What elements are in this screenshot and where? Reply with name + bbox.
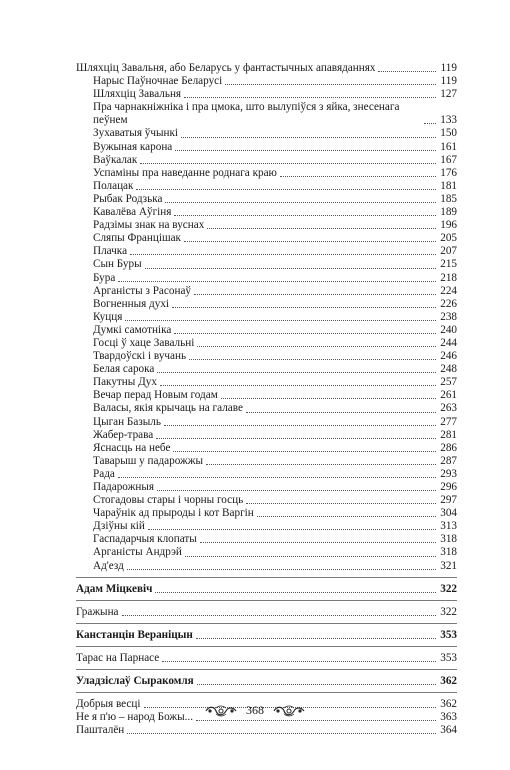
entry-title: Куцця	[93, 310, 123, 323]
entry-page-number: 296	[440, 481, 457, 493]
section-divider	[76, 623, 457, 624]
leader-dots	[257, 516, 436, 517]
entry-page-number: 246	[440, 350, 457, 363]
leader-dots	[127, 569, 436, 570]
toc-entry	[76, 337, 457, 350]
leader-dots	[196, 720, 436, 721]
entry-page-number: 181	[440, 179, 457, 192]
leader-dots	[424, 123, 436, 124]
leader-dots	[200, 542, 436, 543]
section-title: Шляхціц Завальня, або Беларусь у фантастычных апавяданнях	[76, 62, 376, 74]
toc-entry	[76, 311, 457, 324]
toc-entry	[76, 141, 457, 154]
entry-title: Арганісты Андрэй	[93, 546, 182, 559]
entry-page-number: 207	[440, 245, 457, 258]
toc-entry	[76, 606, 457, 619]
section-title: Адам Міцкевіч	[76, 582, 153, 595]
leader-dots	[162, 661, 436, 662]
toc-entry	[76, 272, 457, 285]
entry-title: Жабер-трава	[93, 428, 154, 441]
entry-title: Рыбак Родзька	[93, 192, 163, 205]
page-footer	[0, 703, 510, 718]
leader-dots	[140, 163, 436, 164]
leader-dots	[378, 71, 436, 72]
leader-dots	[196, 638, 436, 639]
leader-dots	[221, 398, 436, 399]
entry-title: Арганісты з Расонаў	[93, 284, 191, 297]
toc-entry	[76, 167, 457, 180]
toc-entry	[76, 468, 457, 481]
entry-page-number: 127	[440, 88, 457, 101]
toc-entry	[76, 350, 457, 363]
toc-entry	[76, 494, 457, 507]
entry-page-number: 167	[440, 153, 457, 166]
entry-page-number: 244	[440, 336, 457, 349]
entry-title: Не я п'ю – народ Божы...	[76, 711, 194, 724]
leader-dots	[189, 359, 436, 360]
toc-entry	[76, 402, 457, 415]
entry-title: Зухаватыя ўчынкі	[93, 127, 179, 140]
entry-title: Стогадовы стары і чорны госць	[93, 494, 244, 507]
leader-dots	[280, 176, 436, 177]
entry-title: Гражына	[76, 605, 119, 618]
leader-dots	[246, 503, 436, 504]
toc-entry	[76, 533, 457, 546]
entry-title: Падарожныя	[93, 481, 154, 493]
entry-page-number: 185	[440, 192, 457, 205]
entry-page-number: 226	[440, 297, 457, 310]
toc-entry	[76, 285, 457, 298]
entry-page-number: 261	[440, 389, 457, 402]
entry-title: Вогненныя духі	[93, 297, 170, 310]
toc-entry	[76, 724, 457, 737]
entry-title: Сляпы Францішак	[93, 232, 181, 245]
section-page-number: 322	[440, 582, 457, 595]
section-page-number: 362	[440, 675, 457, 688]
leader-dots	[172, 307, 436, 308]
toc-entry	[76, 507, 457, 520]
entry-page-number: 362	[440, 698, 457, 711]
toc-entry	[76, 101, 457, 127]
entry-title: Пакутны Дух	[93, 376, 157, 389]
leader-dots	[122, 615, 436, 616]
leader-dots	[165, 202, 436, 203]
entry-title: Бура	[93, 271, 116, 284]
leader-dots	[207, 228, 436, 229]
entry-page-number: 224	[440, 284, 457, 297]
toc-entry	[76, 258, 457, 271]
section-title: Уладзіслаў Сыракомля	[76, 675, 194, 688]
section-page-number: 353	[440, 628, 457, 641]
leader-dots	[173, 451, 436, 452]
leader-dots	[148, 529, 436, 530]
entry-title: Успаміны пра наведанне роднага краю	[93, 166, 277, 179]
entry-page-number: 363	[440, 711, 457, 724]
leader-dots	[174, 333, 436, 334]
toc-entry	[76, 154, 457, 167]
leader-dots	[194, 294, 436, 295]
ornament-right-icon	[272, 705, 306, 717]
entry-page-number: 218	[440, 271, 457, 284]
entry-page-number: 321	[440, 559, 457, 572]
entry-page-number: 313	[440, 520, 457, 533]
entry-page-number: 176	[440, 166, 457, 179]
toc-entry	[76, 455, 457, 468]
leader-dots	[125, 320, 436, 321]
entry-page-number: 215	[440, 258, 457, 271]
toc-entry	[76, 363, 457, 376]
entry-page-number: 281	[440, 428, 457, 441]
entry-title: Рада	[93, 467, 115, 480]
entry-page-number: 263	[440, 402, 457, 415]
section-divider	[76, 669, 457, 670]
toc-section-heading	[76, 675, 457, 688]
entry-page-number: 238	[440, 310, 457, 323]
toc-entry	[76, 324, 457, 337]
entry-title: Валасы, якія крычаць на галаве	[93, 402, 243, 415]
entry-page-number: 189	[440, 206, 457, 219]
entry-title: Гаспадарчыя клопаты	[93, 533, 197, 546]
section-divider	[76, 692, 457, 693]
toc-entry	[76, 520, 457, 533]
entry-title: Думкі самотніка	[93, 323, 172, 336]
entry-title: Яснасць на небе	[93, 441, 171, 454]
toc-section-heading	[76, 629, 457, 642]
toc-entry	[76, 416, 457, 429]
entry-title: Госці ў хаце Завальні	[93, 336, 195, 349]
entry-title: Сын Буры	[93, 258, 142, 271]
toc-entry	[76, 389, 457, 402]
toc-entry	[76, 180, 457, 193]
entry-title: Вечар перад Новым годам	[93, 389, 218, 402]
entry-title: Чараўнік ад прыроды і кот Варгін	[93, 507, 254, 520]
entry-title: Радзімы знак на вуснах	[93, 219, 205, 232]
entry-page-number: 240	[440, 323, 457, 336]
entry-page-number: 119	[440, 75, 457, 88]
entry-page-number: 322	[440, 605, 457, 618]
entry-page-number: 287	[440, 454, 457, 467]
entry-title: Твардоўскі і вучань	[93, 350, 187, 363]
entry-page-number: 161	[440, 140, 457, 153]
entry-page-number: 364	[440, 724, 457, 737]
ornament-left-icon	[204, 705, 238, 717]
leader-dots	[118, 281, 436, 282]
toc-entry	[76, 206, 457, 219]
entry-page-number: 257	[440, 376, 457, 389]
toc-entry	[76, 75, 457, 88]
entry-title: Плачка	[93, 245, 128, 258]
entry-page-number: 248	[440, 363, 457, 376]
leader-dots	[127, 733, 436, 734]
leader-dots	[160, 385, 436, 386]
leader-dots	[184, 97, 436, 98]
leader-dots	[246, 412, 436, 413]
page-number: 368	[246, 703, 264, 717]
section-divider	[76, 646, 457, 647]
entry-page-number: 205	[440, 232, 457, 245]
entry-page-number: 304	[440, 507, 457, 520]
entry-title: Пашталён	[76, 724, 125, 737]
entry-title: Ад'езд	[93, 559, 124, 572]
leader-dots	[174, 215, 436, 216]
toc-entry	[76, 560, 457, 573]
entry-page-number: 293	[440, 467, 457, 480]
table-of-contents	[76, 62, 457, 737]
entry-title: Ваўкалак	[93, 153, 138, 166]
toc-entry	[76, 127, 457, 140]
leader-dots	[185, 556, 436, 557]
leader-dots	[225, 84, 436, 85]
entry-title: Кавалёва Аўгіня	[93, 206, 172, 219]
entry-page-number: 286	[440, 441, 457, 454]
toc-entry	[76, 429, 457, 442]
leader-dots	[155, 592, 436, 593]
leader-dots	[157, 372, 436, 373]
entry-page-number: 318	[440, 546, 457, 559]
leader-dots	[175, 150, 436, 151]
leader-dots	[156, 438, 436, 439]
toc-entry	[76, 88, 457, 101]
toc-entry	[76, 193, 457, 206]
toc-entry	[76, 232, 457, 245]
entry-page-number: 297	[440, 494, 457, 507]
leader-dots	[136, 189, 436, 190]
leader-dots	[197, 346, 436, 347]
entry-title: Нарыс Паўночнае Беларусі	[93, 75, 223, 88]
leader-dots	[197, 684, 436, 685]
leader-dots	[206, 464, 436, 465]
entry-page-number: 318	[440, 533, 457, 546]
entry-title: Дзіўны кій	[93, 520, 145, 533]
leader-dots	[184, 241, 436, 242]
entry-title: Вужыная карона	[93, 140, 173, 153]
leader-dots	[145, 268, 436, 269]
leader-dots	[118, 477, 436, 478]
section-title: Канстанцін Вераніцын	[76, 628, 193, 641]
section-divider	[76, 600, 457, 601]
leader-dots	[157, 490, 436, 491]
entry-title: Белая сарока	[93, 363, 155, 376]
entry-title: Добрыя весці	[76, 698, 141, 711]
entry-page-number: 133	[440, 114, 457, 127]
entry-title: Шляхціц Завальня	[93, 88, 182, 101]
entry-page-number: 277	[440, 415, 457, 428]
entry-page-number: 196	[440, 219, 457, 232]
section-divider	[76, 577, 457, 578]
toc-entry	[76, 245, 457, 258]
entry-page-number: 353	[440, 651, 457, 664]
leader-dots	[181, 137, 436, 138]
entry-title: Таварыш у падарожжы	[93, 454, 204, 467]
toc-entry	[76, 219, 457, 232]
entry-title: Цыган Базыль	[93, 415, 161, 428]
entry-page-number: 150	[440, 127, 457, 140]
toc-entry	[76, 546, 457, 559]
toc-entry	[76, 442, 457, 455]
leader-dots	[164, 425, 436, 426]
entry-title: Тарас на Парнасе	[76, 651, 160, 664]
toc-entry	[76, 652, 457, 665]
entry-title: Полацак	[93, 179, 134, 192]
leader-dots	[130, 254, 436, 255]
toc-entry	[76, 298, 457, 311]
toc-entry	[76, 481, 457, 494]
toc-section-heading	[76, 62, 457, 75]
entry-title: Пра чарнакніжніка і пра цмока, што вылупіўся з яйка, знесенага пеўнем	[93, 101, 400, 127]
toc-section-heading	[76, 583, 457, 596]
toc-entry	[76, 376, 457, 389]
section-page-number: 119	[440, 62, 457, 74]
